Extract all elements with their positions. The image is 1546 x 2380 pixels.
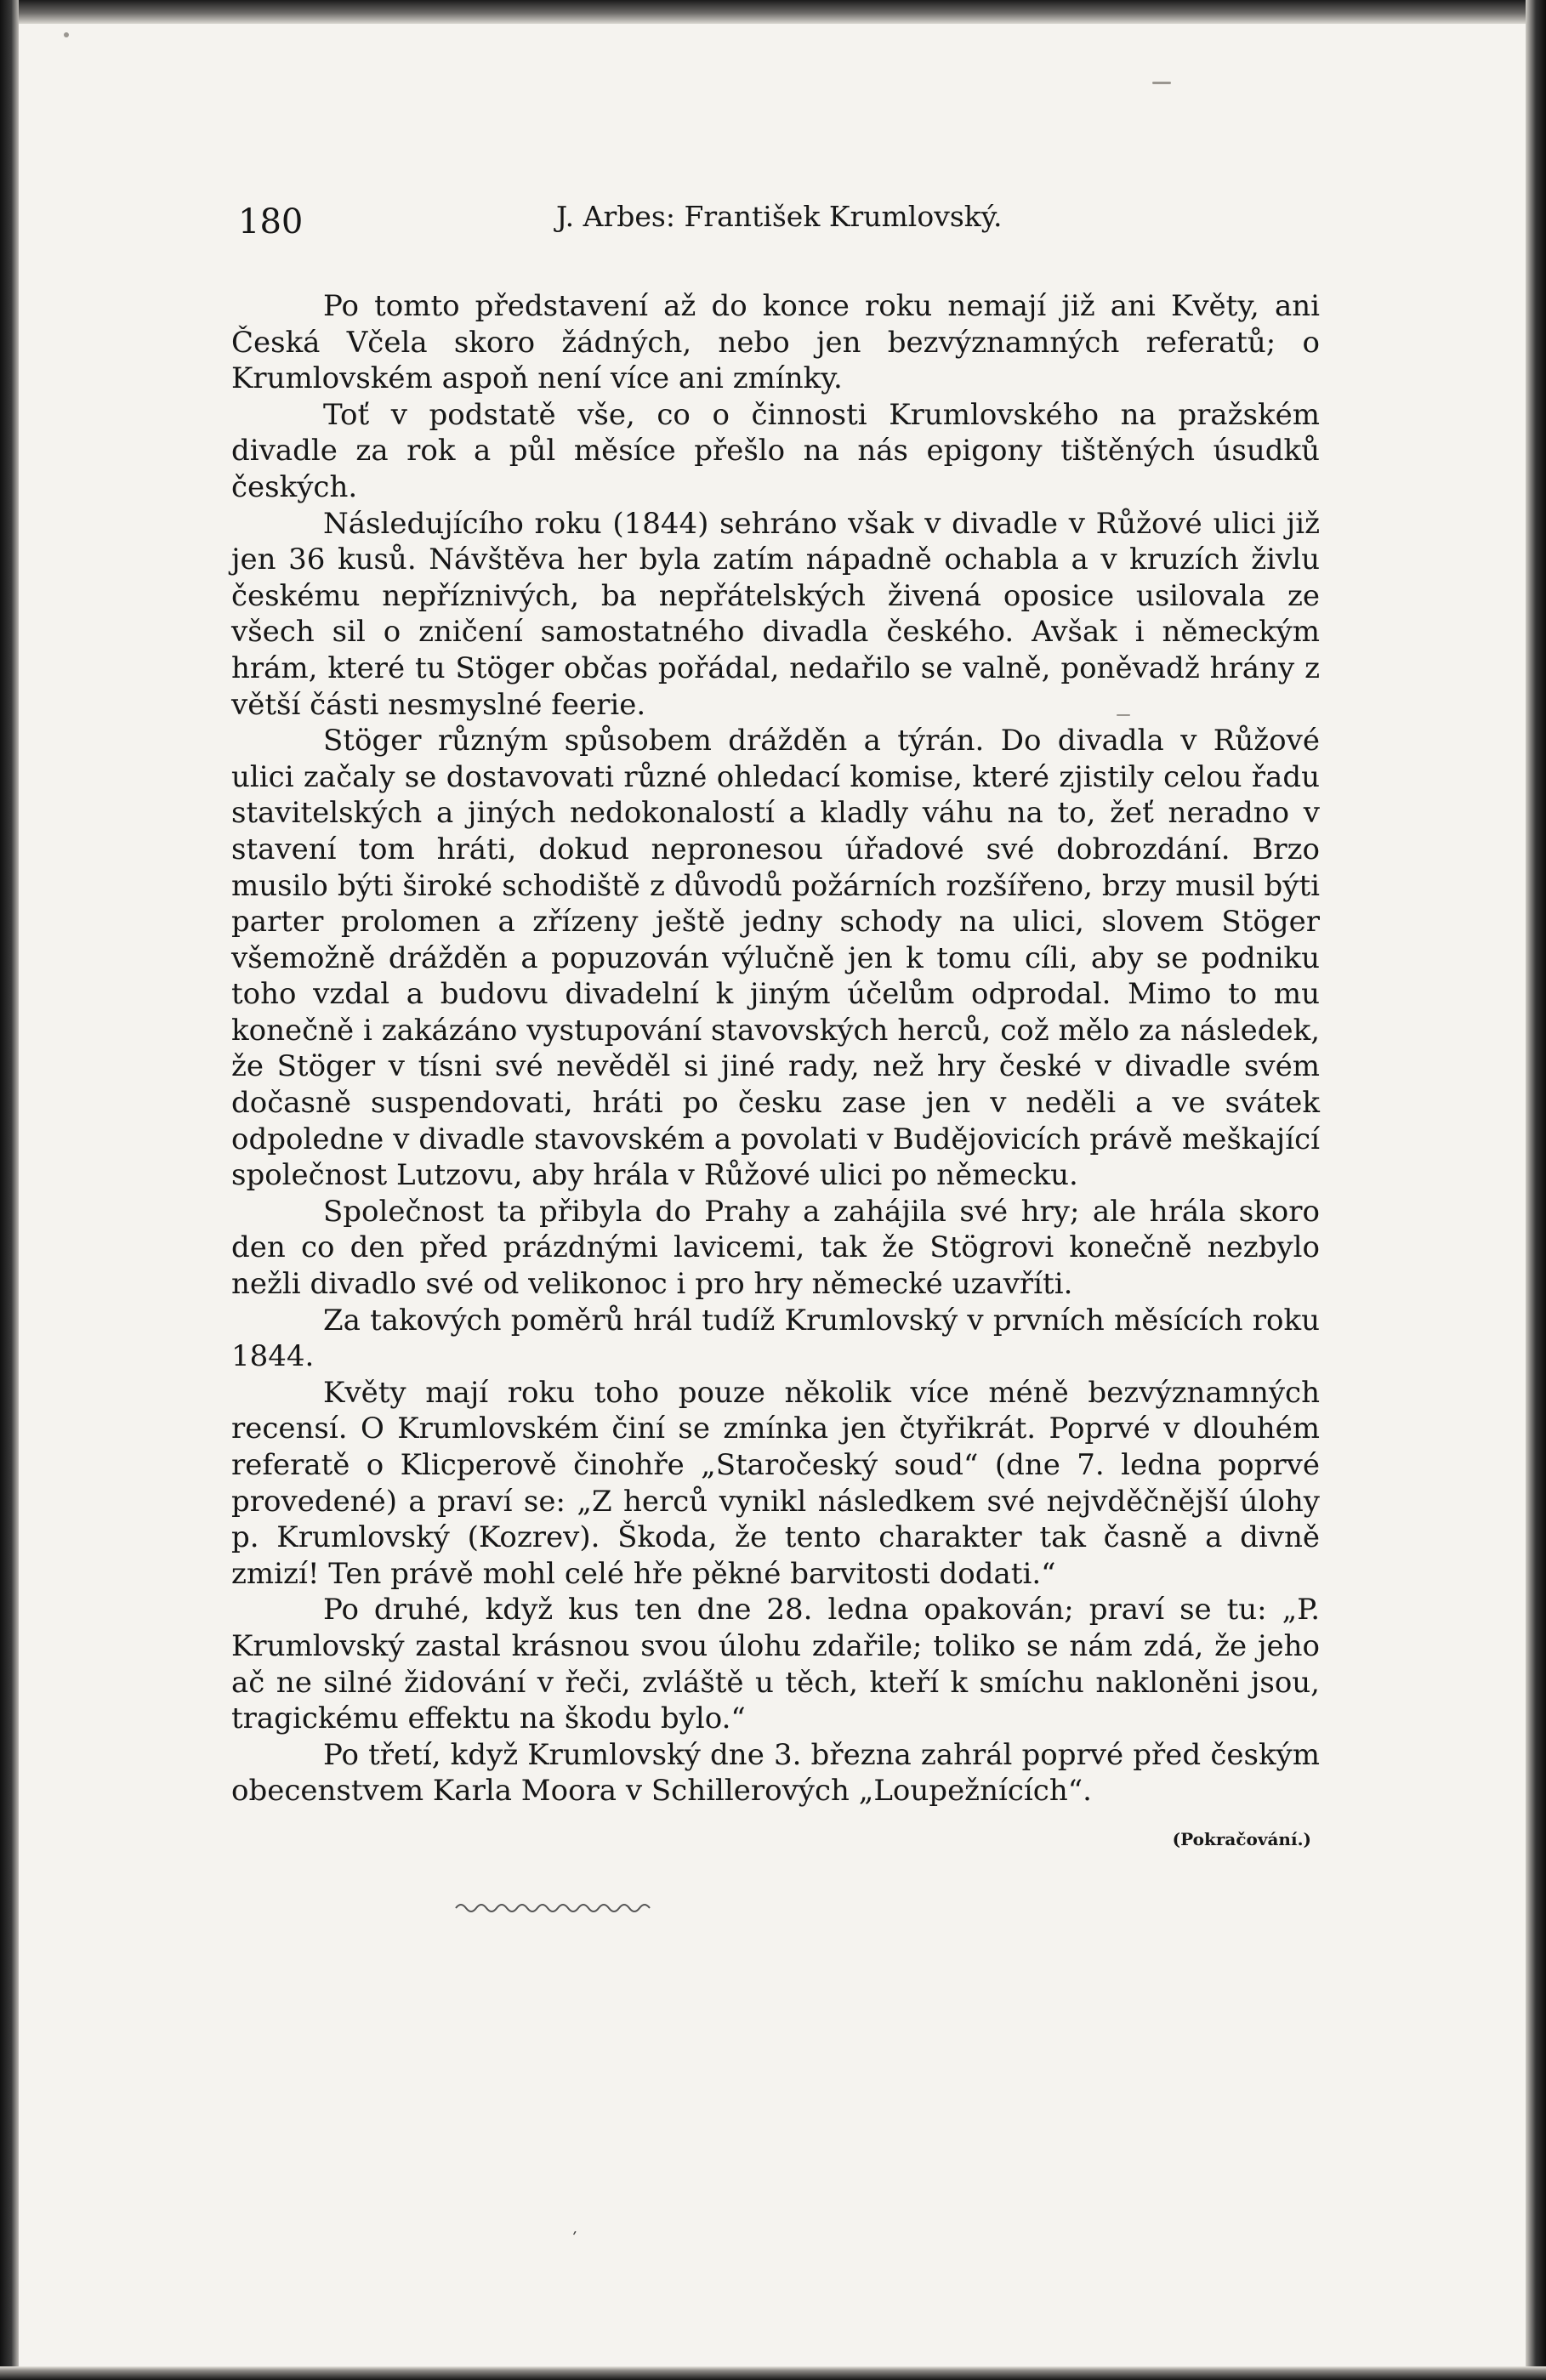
paragraph: Po třetí, když Krumlovský dne 3. března zahrál poprvé před českým obecenstvem Karla Moora v Schillerových „Loupežnících“.	[231, 1737, 1320, 1809]
paragraph: Po tomto představení až do konce roku nemají již ani Květy, ani Česká Včela skoro žádných, nebo jen bezvýznamných referatů; o Krumlovském aspoň není více ani zmínky.	[231, 289, 1320, 396]
ornament-divider	[454, 1898, 658, 1918]
scan-edge-top	[0, 0, 1546, 24]
page-content	[231, 191, 1320, 1858]
page-number: 180	[238, 202, 304, 241]
running-head	[231, 191, 1320, 242]
header-title: J. Arbes: František Krumlovský.	[556, 200, 1003, 233]
scan-edge-left	[0, 0, 19, 2380]
scan-edge-right	[1526, 0, 1546, 2380]
scan-edge-bottom	[0, 2366, 1546, 2380]
paragraph: Květy mají roku toho pouze několik více méně bezvýznamných recensí. O Krumlovském činí se zmínka jen čtyřikrát. Poprvé v dlouhém referatě o Klicperově činohře „Staročeský soud“ (dne 7. ledna poprvé provedené) a praví se: „Z herců vynikl následkem své nejvděčnější úlohy p. Krumlovský (Kozrev). Škoda, že tento charakter tak časně a divně zmizí! Ten právě mohl celé hře pěkné barvitosti dodati.“	[231, 1375, 1320, 1591]
paragraph: Po druhé, když kus ten dne 28. ledna opakován; praví se tu: „P. Krumlovský zastal krásnou svou úlohu zdařile; toliko se nám zdá, že jeho ač ne silné židování v řeči, zvláště u těch, kteří k smíchu nakloněni jsou, tragickému effektu na škodu bylo.“	[231, 1593, 1320, 1736]
paragraph: Za takových poměrů hrál tudíž Krumlovský v prvních měsících roku 1844.	[231, 1303, 1320, 1374]
paragraph: Stöger různým spůsobem drážděn a týrán. Do divadla v Růžové ulici začaly se dostavovati různé ohledací komise, které zjistily celou řadu stavitelských a jiných nedokonalostí a kladly váhu na to, žeť neradno v stavení tom hráti, dokud nepronesou úřadové své dobrozdání. Brzo musilo býti široké schodiště z důvodů požárních rozšířeno, brzy musil býti parter prolomen a zřízeny ještě jedny schody na ulici, slovem Stöger všemožně drážděn a popuzován výlučně jen k tomu cíli, aby se podniku toho vzdal a budovu divadelní k jiným účelům odprodal. Mimo to mu konečně i zakázáno vystupování stavovských herců, což mělo za následek, že Stöger v tísni své nevěděl si jiné rady, než hry české v divadle svém dočasně suspendovati, hráti po česku zase jen v neděli a ve svátek odpoledne v divadle stavovském a povolati v Budějovicích právě meškající společnost Lutzovu, aby hrála v Růžové ulici po německu.	[231, 724, 1320, 1193]
paragraph: Následujícího roku (1844) sehráno však v divadle v Růžové ulici již jen 36 kusů. Návštěva her byla zatím nápadně ochabla a v kruzích živlu českému nepříznivých, ba nepřátelských živená oposice usilovala ze všech sil o zničení samostatného divadla českého. Avšak i německým hrám, které tu Stöger občas pořádal, nedařilo se valně, poněvadž hrány z větší části nesmyslné feerie.	[231, 506, 1320, 722]
paragraph: Toť v podstatě vše, co o činnosti Krumlovského na pražském divadle za rok a půl měsíce přešlo na nás epigony tištěných úsudků českých.	[231, 397, 1320, 504]
paragraph: Společnost ta přibyla do Prahy a zahájila své hry; ale hrála skoro den co den před prázdnými lavicemi, tak že Stögrovi konečně nezbylo nežli divadlo své od velikonoc i pro hry německé uzavříti.	[231, 1194, 1320, 1302]
body-text	[231, 288, 1320, 1858]
scan-blemish	[1152, 82, 1171, 84]
stray-ink-mark: ʹ	[567, 2229, 578, 2248]
continued-note: (Pokračování.)	[1172, 1828, 1311, 1849]
scan-blemish	[64, 32, 69, 37]
